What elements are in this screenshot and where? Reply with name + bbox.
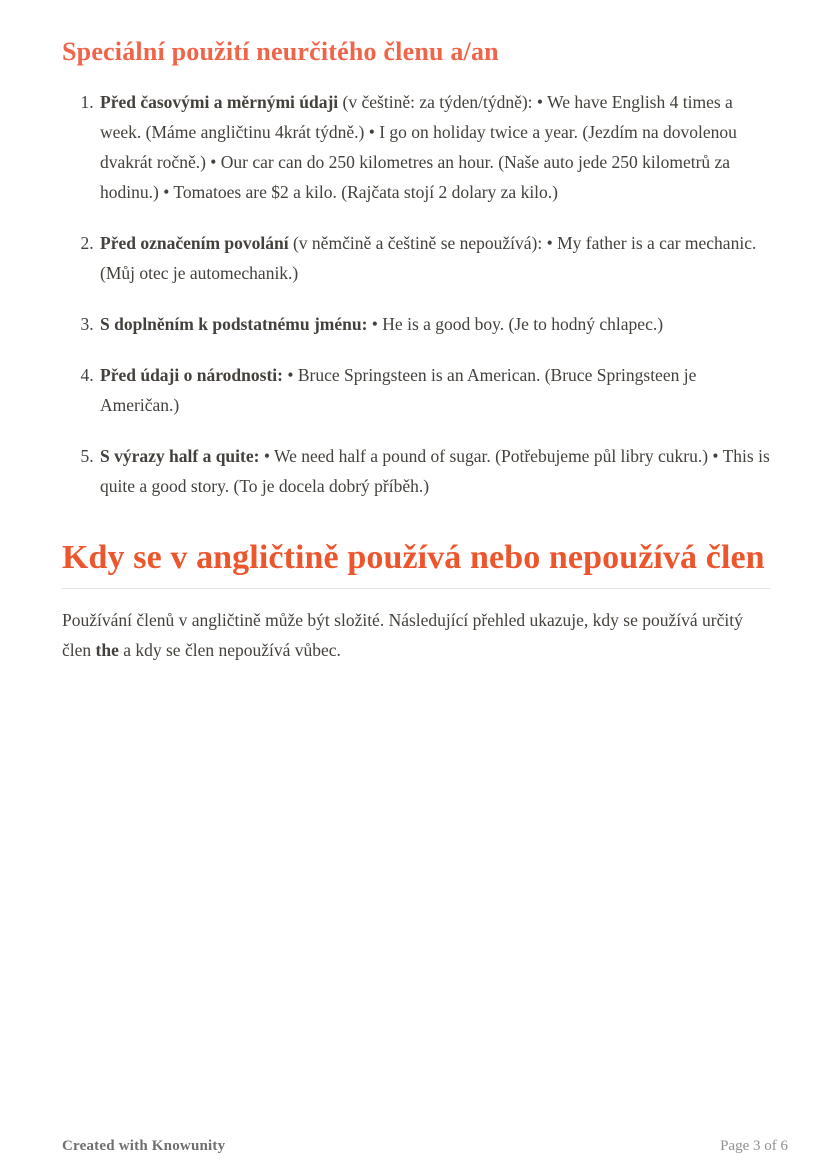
list-item-text: • Bruce Springsteen is an American. (Bruce Springsteen je Američan.) — [100, 364, 697, 415]
footer-page-number: Page 3 of 6 — [720, 1138, 788, 1154]
list-item-text: • He is a good boy. (Je to hodný chlapec.) — [367, 313, 664, 334]
list-item — [98, 87, 770, 207]
list-item-lead: S výrazy half a quite: — [100, 445, 260, 466]
list-item-lead: Před časovými a měrnými údaji — [100, 91, 339, 112]
heading-divider — [62, 588, 770, 589]
page-footer — [62, 1138, 788, 1155]
list-item-text: • We need half a pound of sugar. (Potřebujeme půl libry cukru.) • This is quite a good story. (To je docela dobrý příběh.) — [100, 445, 770, 496]
intro-paragraph — [62, 605, 770, 665]
list-item — [98, 228, 770, 288]
footer-created-with: Created with Knowunity — [62, 1138, 226, 1154]
list-item — [98, 441, 770, 501]
intro-text-before: Používání členů v angličtině může být složité. Následující přehled ukazuje, kdy se používá určitý člen — [62, 609, 743, 660]
main-heading: Kdy se v angličtině používá nebo nepoužívá člen — [62, 538, 765, 576]
list-item — [98, 360, 770, 420]
section-heading-special-usage: Speciální použití neurčitého členu a/an — [62, 37, 499, 66]
intro-text-bold: the — [95, 639, 119, 660]
list-item-lead: Před označením povolání — [100, 232, 289, 253]
special-usage-list — [62, 87, 770, 501]
intro-text-after: a kdy se člen nepoužívá vůbec. — [118, 639, 341, 660]
list-item-text: (v češtině: za týden/týdně): • We have English 4 times a week. (Máme angličtinu 4krát týdně.) • I go on holiday twice a year. (Jezdím na dovolenou dvakrát ročně.) • Our car can do 250 kilometres an hour. (Naše auto jede 250 kilometrů za hodinu.) • Tomatoes are $2 a kilo. (Rajčata stojí 2 dolary za kilo.) — [100, 91, 737, 202]
list-item-lead: S doplněním k podstatnému jménu: — [100, 313, 368, 334]
list-item-lead: Před údaji o národnosti: — [100, 364, 283, 385]
list-item-text: (v němčině a češtině se nepoužívá): • My father is a car mechanic. (Můj otec je automechanik.) — [100, 232, 757, 283]
list-item — [98, 309, 770, 339]
